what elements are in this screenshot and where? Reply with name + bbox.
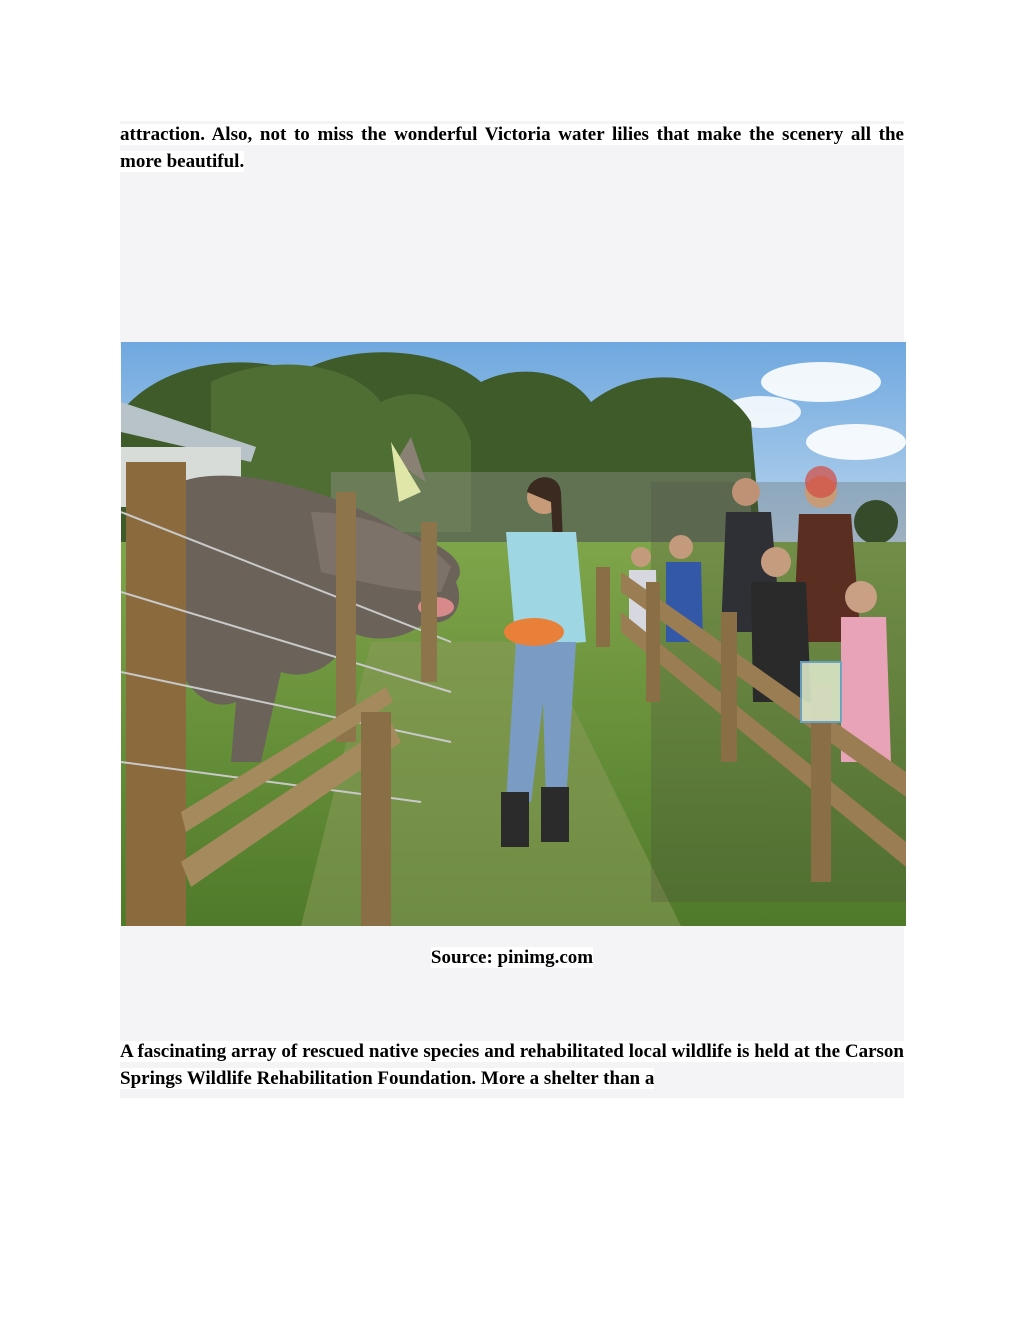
keeper-boot [501,792,529,847]
fence-post [596,567,610,647]
keeper-boot [541,787,569,842]
caption-section [120,926,904,1036]
intro-paragraph [120,121,904,175]
feeder-bottle [801,662,841,722]
cloud [761,362,881,402]
intro-section [120,121,904,347]
caption-text: Source: pinimg.com [430,947,594,968]
fence-post [646,582,660,702]
fence-post [721,612,737,762]
photo-caption [120,944,904,971]
fence-post [361,712,391,926]
headband [805,466,837,498]
fence-post [336,492,356,742]
body-text: A fascinating array of rescued native species and rehabilitated local wildlife is held at the Carson Springs Wildlife Rehabilitation Foundation. More a shelter than a [120,1041,904,1089]
fence-post-left [126,462,186,926]
fence-post [421,522,437,682]
intro-text: attraction. Also, not to miss the wonderful Victoria water lilies that make the scenery all the more beautiful. [120,124,904,172]
rhino-feeding-photo [121,342,906,926]
body-section [120,1036,904,1098]
cloud [806,424,906,460]
feeding-bowl [504,618,564,646]
body-paragraph [120,1036,904,1092]
